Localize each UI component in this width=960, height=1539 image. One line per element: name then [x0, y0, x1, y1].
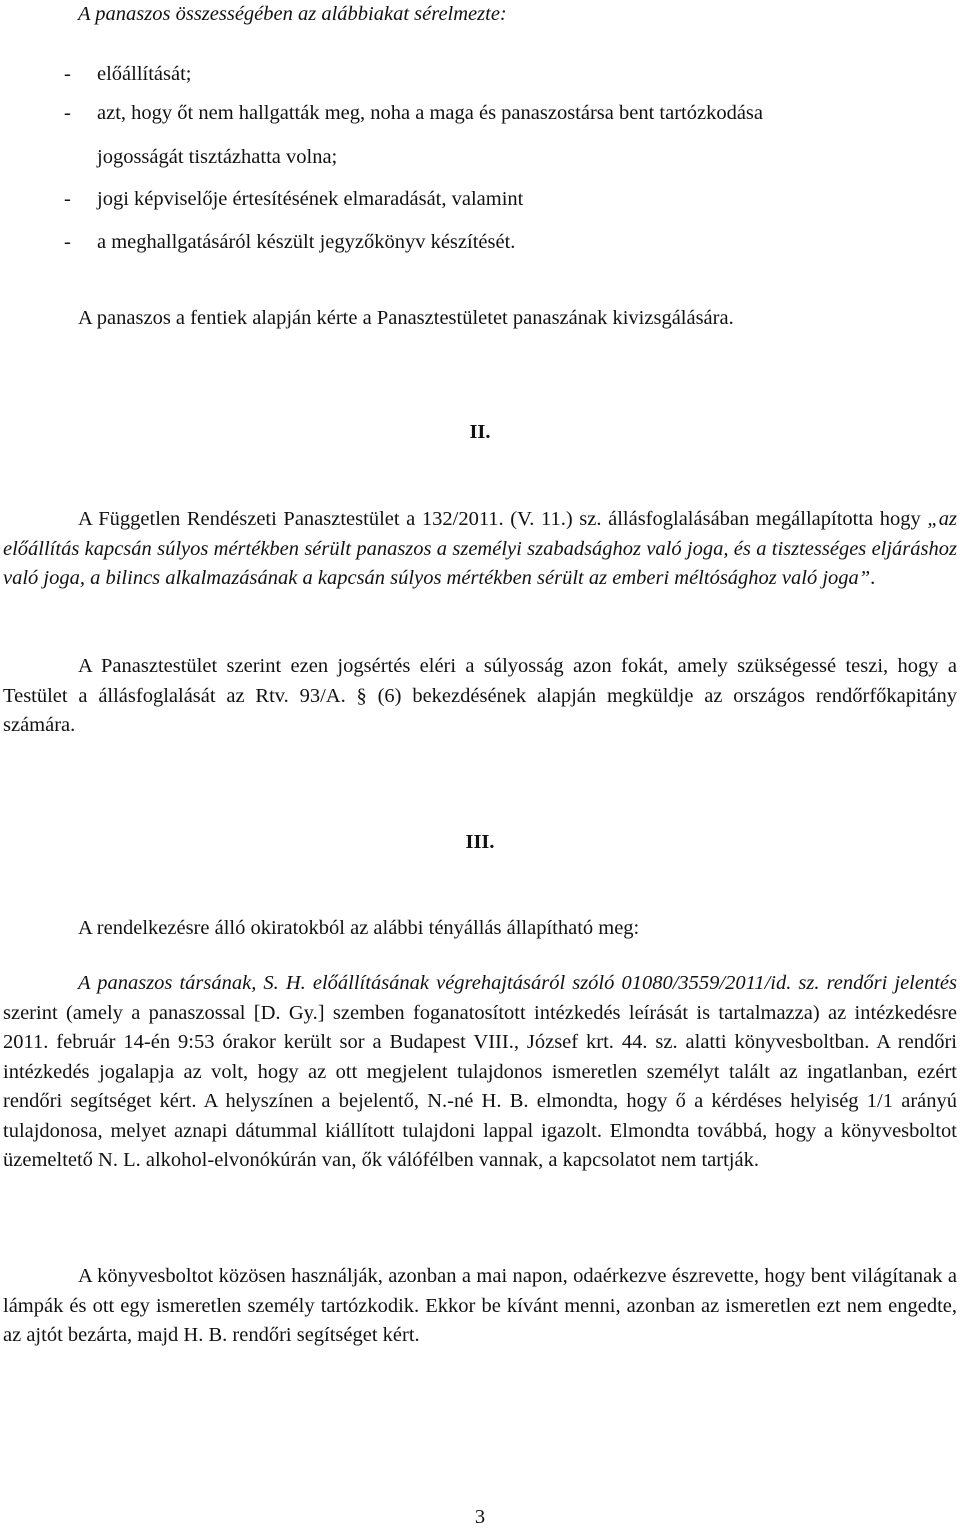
bullet-item-1	[64, 62, 192, 86]
bullet-text: jogi képviselője értesítésének elmaradását, valamint	[97, 188, 524, 210]
section-heading-iii: III.	[465, 831, 495, 853]
bullet-text: azt, hogy őt nem hallgatták meg, noha a maga és panaszostársa bent tartózkodása	[97, 102, 764, 124]
page-number: 3	[474, 1506, 486, 1528]
section3-paragraph-1	[3, 969, 957, 1176]
paragraph-lead: A Független Rendészeti Panasztestület a 132/2011. (V. 11.) sz. állásfoglalásában megállapította hogy	[78, 508, 928, 530]
intro-text: A panaszos összességében az alábbiakat sérelmezte:	[78, 3, 507, 25]
quoted-finding: „az előállítás kapcsán súlyos mértékben sérült panaszos a személyi szabadsághoz való joga, és a tisztességes eljáráshoz való joga, a bilincs alkalmazásának a kapcsán súlyos mértékben sérült az emberi méltósághoz való joga”	[3, 508, 957, 589]
bullet-item-2	[64, 101, 763, 125]
bullet-item-2-continuation: jogosságát tisztázhatta volna;	[97, 146, 338, 168]
bullet-dash: -	[64, 102, 71, 124]
section3-intro: A rendelkezésre álló okiratokból az alábbi tényállás állapítható meg:	[78, 917, 640, 939]
paragraph-end: .	[870, 567, 876, 589]
request-paragraph: A panaszos a fentiek alapján kérte a Panasztestületet panaszának kivizsgálására.	[78, 307, 734, 329]
bullet-item-3	[64, 187, 523, 211]
bullet-text: előállítását;	[97, 63, 192, 85]
bullet-item-4	[64, 230, 515, 254]
bullet-dash: -	[64, 63, 71, 85]
section-heading-ii: II.	[469, 421, 491, 443]
paragraph-body: szerint (amely a panaszossal [D. Gy.] szemben foganatosított intézkedés leírását is tartalmazza) az intézkedésre 2011. február 14-én 9:53 órakor került sor a Budapest VIII., József krt. 44. sz. alatti könyvesboltban. A rendőri intézkedés jogalapja az volt, hogy az ott megjelent tulajdonos ismeretlen személyt talált az ingatlanban, ezért rendőri segítséget kért. A helyszínen a bejelentő, N.-né H. B. elmondta, hogy ő a kérdéses helyiség 1/1 arányú tulajdonosa, melyet aznapi dátummal kiállított tulajdoni lappal igazolt. Elmondta továbbá, hogy a könyvesboltot üzemeltető N. L. alkohol-elvonókúrán van, ők válófélben vannak, a kapcsolatot nem tartják.	[3, 1001, 957, 1171]
report-reference: A panaszos társának, S. H. előállításának végrehajtásáról szóló 01080/3559/2011/id. sz. rendőri jelentés	[78, 972, 957, 994]
bullet-dash: -	[64, 231, 71, 253]
section3-paragraph-2: A könyvesboltot közösen használják, azonban a mai napon, odaérkezve észrevette, hogy bent világítanak a lámpák és ott egy ismeretlen személy tartózkodik. Ekkor be kívánt menni, azonban az ismeretlen ezt nem engedte, az ajtót bezárta, majd H. B. rendőri segítséget kért.	[3, 1265, 957, 1346]
section2-paragraph-1	[3, 505, 957, 594]
bullet-text: a meghallgatásáról készült jegyzőkönyv készítését.	[97, 231, 516, 253]
section2-paragraph-2: A Panasztestület szerint ezen jogsértés eléri a súlyosság azon fokát, amely szükségessé teszi, hogy a Testület a állásfoglalását az Rtv. 93/A. § (6) bekezdésének alapján megküldje az országos rendőrfőkapitány számára.	[3, 655, 957, 736]
bullet-dash: -	[64, 188, 71, 210]
